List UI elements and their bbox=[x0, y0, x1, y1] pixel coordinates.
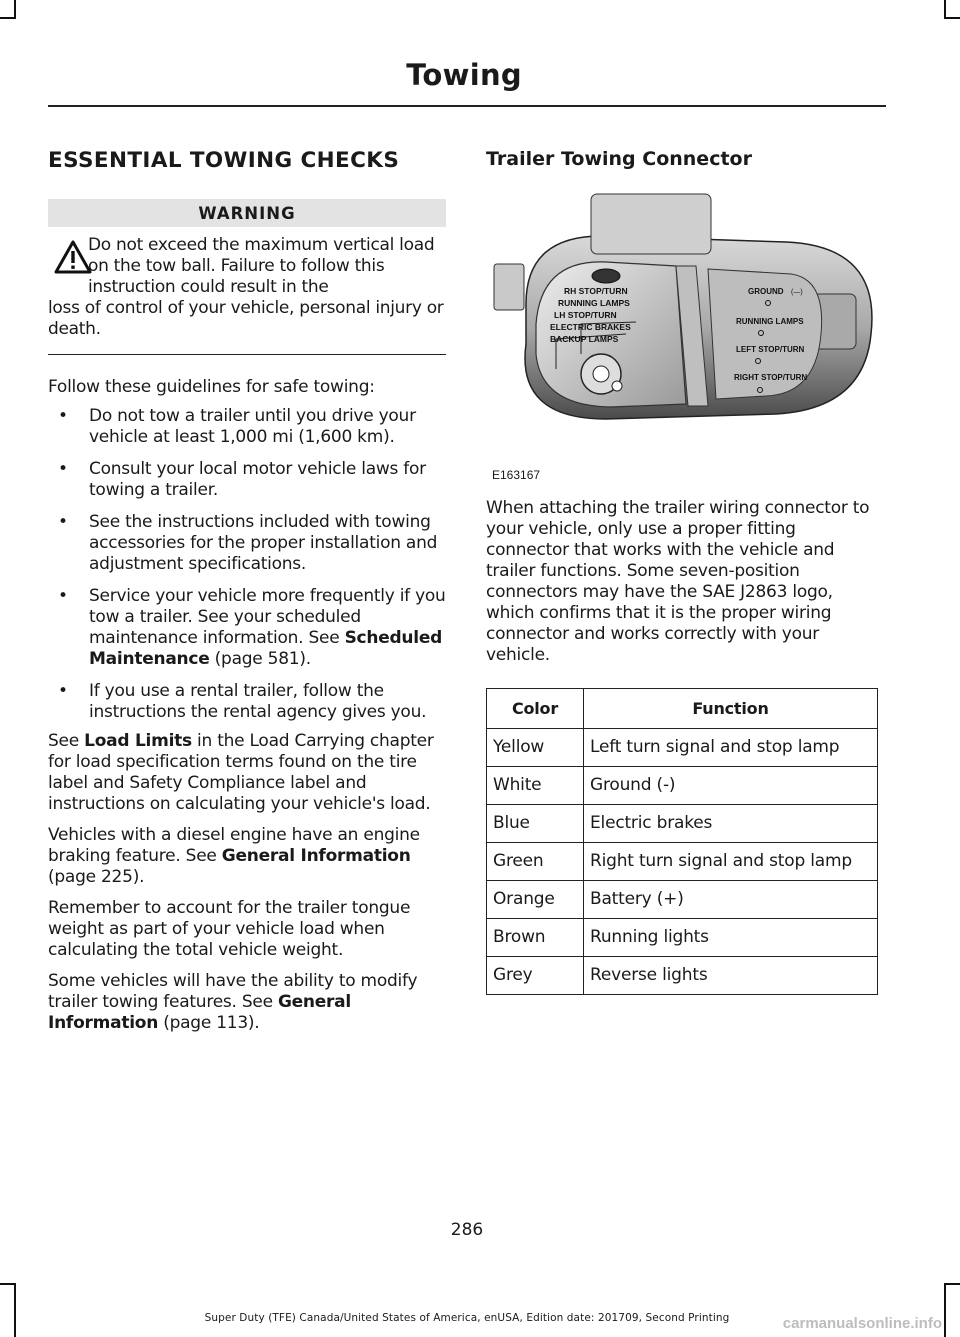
column-header-function: Function bbox=[584, 689, 878, 729]
table-row: White Ground (-) bbox=[487, 767, 878, 805]
figure-label: ELECTRIC BRAKES bbox=[550, 322, 631, 332]
figure-label: LH STOP/TURN bbox=[554, 310, 617, 320]
table-row: Brown Running lights bbox=[487, 919, 878, 957]
column-header-color: Color bbox=[487, 689, 584, 729]
footer-text: Super Duty (TFE) Canada/United States of America, enUSA, Edition date: 201709, Second Printing bbox=[204, 1312, 730, 1324]
scheduled-maintenance-link[interactable]: Scheduled Maintenance bbox=[89, 628, 443, 669]
crop-mark bbox=[14, 0, 16, 18]
figure-label: RIGHT STOP/TURN bbox=[734, 373, 808, 382]
crop-mark bbox=[944, 17, 960, 19]
table-row: Orange Battery (+) bbox=[487, 881, 878, 919]
watermark: carmanualsonline.info bbox=[782, 1315, 942, 1332]
load-limits-paragraph: See Load Limits in the Load Carrying chapter for load specification terms found on the tire label and Safety Compliance label and instructions on calculating your vehicle's load. bbox=[48, 731, 434, 814]
table-header-row bbox=[487, 689, 878, 729]
header-rule bbox=[48, 105, 886, 107]
chapter-title: Towing bbox=[406, 58, 522, 92]
general-information-link[interactable]: General Information bbox=[48, 992, 351, 1033]
function-table bbox=[486, 688, 878, 995]
figure-ground-mark: (—) bbox=[791, 289, 803, 296]
warning-text bbox=[48, 235, 446, 340]
left-column bbox=[48, 148, 446, 1034]
table-row: Yellow Left turn signal and stop lamp bbox=[487, 729, 878, 767]
page-number: 286 bbox=[450, 1220, 484, 1240]
connector-figure bbox=[486, 174, 878, 484]
warning-label: WARNING bbox=[48, 199, 446, 227]
figure-caption: E163167 bbox=[492, 468, 541, 482]
warning-lead: Do not exceed the maximum vertical load on the tow ball. Failure to follow this instruction could result in the bbox=[88, 235, 435, 297]
tongue-weight-paragraph: Remember to account for the trailer tongue weight as part of your vehicle load when calculating the total vehicle weight. bbox=[48, 898, 411, 960]
crop-mark bbox=[944, 0, 946, 18]
modify-features-paragraph: Some vehicles will have the ability to modify trailer towing features. See General Information (page 113). bbox=[48, 971, 418, 1033]
guideline-list bbox=[48, 406, 446, 723]
crop-mark bbox=[0, 1283, 16, 1285]
table-row: Green Right turn signal and stop lamp bbox=[487, 843, 878, 881]
list-item: • Do not tow a trailer until you drive your vehicle at least 1,000 mi (1,600 km). bbox=[58, 406, 416, 447]
figure-label: RH STOP/TURN bbox=[564, 286, 628, 296]
crop-mark bbox=[944, 1283, 960, 1285]
load-limits-link[interactable]: Load Limits bbox=[84, 731, 192, 751]
figure-label: BACKUP LAMPS bbox=[550, 334, 619, 344]
list-item: • Consult your local motor vehicle laws for towing a trailer. bbox=[58, 459, 426, 500]
intro-paragraph: Follow these guidelines for safe towing: bbox=[48, 377, 375, 397]
section-heading: ESSENTIAL TOWING CHECKS bbox=[48, 148, 400, 173]
figure-label: GROUND bbox=[748, 287, 784, 296]
warning-box bbox=[48, 227, 446, 355]
figure-label: RUNNING LAMPS bbox=[736, 317, 804, 326]
crop-mark bbox=[944, 1285, 946, 1337]
figure-label: RUNNING LAMPS bbox=[558, 298, 630, 308]
general-information-link[interactable]: General Information bbox=[221, 846, 411, 866]
right-column bbox=[486, 148, 878, 995]
warning-triangle-icon bbox=[53, 239, 93, 275]
table-row: Grey Reverse lights bbox=[487, 957, 878, 995]
crop-mark bbox=[0, 17, 16, 19]
table-row: Blue Electric brakes bbox=[487, 805, 878, 843]
list-item: • See the instructions included with towing accessories for the proper installation and adjustment specifications. bbox=[58, 512, 438, 574]
connector-paragraph: When attaching the trailer wiring connector to your vehicle, only use a proper fitting connector that works with the vehicle and trailer functions. Some seven-position connectors may have the SAE J2863 logo, which confirms that it is the proper wiring connector and works correctly with your vehicle. bbox=[486, 498, 870, 665]
crop-mark bbox=[14, 1285, 16, 1337]
subsection-heading: Trailer Towing Connector bbox=[486, 148, 752, 170]
figure-label: LEFT STOP/TURN bbox=[736, 345, 805, 354]
list-item: • Service your vehicle more frequently if you tow a trailer. See your scheduled maintenance information. See Scheduled Maintenance (page 581). bbox=[58, 586, 446, 669]
diesel-paragraph: Vehicles with a diesel engine have an engine braking feature. See General Information (page 225). bbox=[48, 825, 420, 887]
warning-rest: loss of control of your vehicle, personal injury or death. bbox=[48, 298, 444, 339]
trailer-connector-illustration bbox=[486, 174, 878, 459]
list-item: • If you use a rental trailer, follow the instructions the rental agency gives you. bbox=[58, 681, 427, 722]
